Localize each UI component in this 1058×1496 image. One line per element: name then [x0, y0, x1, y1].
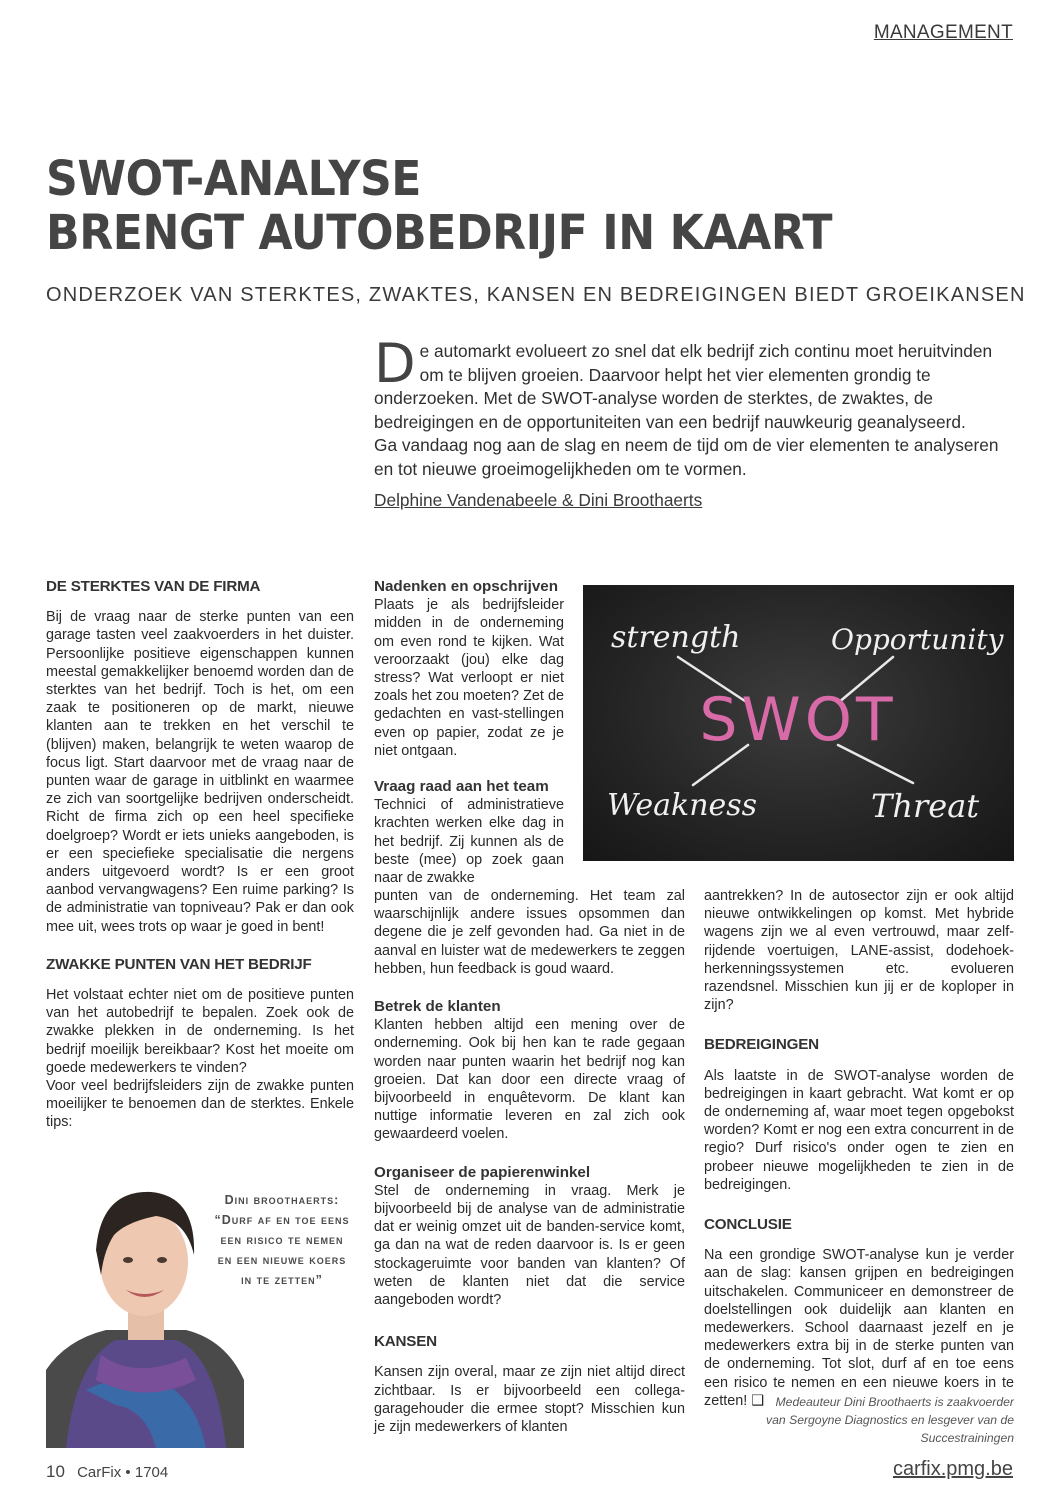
- paragraph-team-b: punten van de onderneming. Het team zal waarschijnlijk andere issues opsommen dan degene die je zelf gevonden had. Ga niet in de aanval en luister wat de medewerkers te zeggen hebben, hun feedback is goud waard.: [374, 888, 685, 977]
- intro-text: e automarkt evolueert zo snel dat elk bedrijf zich continu moet heruitvinden om te blijven groeien. Daarvoor helpt het vier elementen grondig te onderzoeken. Met de SWOT-analyse worden de sterktes, de zwaktes, de bedreigingen en de opportuniteiten van een bedrijf nauwkeurig geanalyseerd.: [374, 341, 993, 432]
- drop-cap: D: [374, 332, 416, 395]
- swot-center-label: SWOT: [699, 685, 897, 755]
- section-label: MANAGEMENT: [873, 22, 1013, 43]
- swot-threat-label: Threat: [871, 787, 980, 825]
- paragraph-team-a: Technici of administratieve krachten werken elke dag in het bedrijf. Zij kunnen als de beste (mee) op zoek gaan naar de zwakke: [374, 797, 564, 887]
- footer-url-link[interactable]: carfix.pmg.be: [892, 1458, 1013, 1480]
- page-number: 10: [46, 1462, 65, 1481]
- paragraph-opportunities: Kansen zijn overal, maar ze zijn niet altijd direct zichtbaar. Is er bijvoorbeeld een collega-garagehouder die ermee stopt? Misschien kun je zijn medewerkers of klanten: [374, 1364, 685, 1436]
- heading-conclusion: CONCLUSIE: [704, 1216, 792, 1234]
- end-mark-icon: ❑: [751, 1392, 765, 1409]
- heading-reflect: Nadenken en opschrijven: [374, 578, 558, 595]
- swot-opportunity-label: Opportunity: [831, 623, 1004, 656]
- pull-quote: Dini broothaerts: “Durf af en toe eens een risico te nemen en een nieuwe koers in te zetten”: [214, 1193, 350, 1287]
- swot-weakness-label: Weakness: [607, 788, 758, 823]
- paragraph-conclusion: Na een grondige SWOT-analyse kun je verder aan de slag: kansen grijpen en bedreigingen uitschakelen. Communiceer en demonstreer de doelstellingen ook duidelijk aan klanten en medewerkers. School daarnaast jezelf en je medewerkers extra bij in de sterke punten van de onderneming. Tot slot, durf af en toe eens een risico te nemen en een nieuwe koers in te zetten! ❑: [704, 1247, 1014, 1409]
- paragraph-threats: Als laatste in de SWOT-analyse worden de bedreigingen in kaart gebracht. Wat komt er op de onderneming af, waar moet tegen opgebokst worden? Komt er nog een extra concurrent in de regio? Durf risico's onder ogen te zien en probeer nieuwe mogelijkheden te zien in de bedreigingen.: [704, 1067, 1014, 1193]
- author-byline: Delphine Vandenabeele & Dini Broothaerts: [374, 490, 703, 510]
- article-subtitle: ONDERZOEK VAN STERKTES, ZWAKTES, KANSEN EN BEDREIGINGEN BIEDT GROEIKANSEN: [46, 284, 1026, 306]
- column-2-upper: [374, 578, 564, 887]
- column-3: [704, 887, 1014, 1410]
- heading-paperwork: Organiseer de papierenwinkel: [374, 1163, 591, 1181]
- article-title: [46, 152, 832, 260]
- title-line-2: BRENGT AUTOBEDRIJF IN KAART: [46, 205, 833, 261]
- column-1: [46, 578, 354, 1132]
- paragraph-strengths: Bij de vraag naar de sterke punten van een garage tasten veel zaakvoerders in het duister. Persoonlijke positieve eigenschappen kunnen meestal gemakkelijker benoemd worden dan de sterktes van het bedrijf. Toch is het, om een zaak te positioneren op de markt, nieuwe klanten aan te trekken en het verschil te (blijven) maken, belangrijk te weten waarop de focus ligt. Start daarvoor met de vraag naar de punten waar de garage in uitblinkt en waarmee ze zich van soortgelijke bedrijven onderscheidt. Richt de firma zich op een heel specifieke doelgroep? Wordt er iets unieks aangeboden, is er een speciefieke specialisatie die nergens anders uitgevoerd wordt? Is er een groot aanbod vervangwagens? Een ruime parking? Is de administratie van topniveau? Pak er dan ook mee uit, wees trots op waar je goed in bent!: [46, 609, 354, 935]
- paragraph-weaknesses-1: Het volstaat echter niet om de positieve punten van het autobedrijf te bepalen. Zoek ook de zwakke plekken in de onderneming. Is het bedrijf moeilijk bereikbaar? Kost het moeite om goede medewerkers te vinden?: [46, 987, 354, 1076]
- column-2-lower: [374, 887, 685, 1436]
- paragraph-paperwork: Stel de onderneming in vraag. Merk je bijvoorbeeld bij de analyse van de administratie dat er weinig omzet uit de banden-service komt, ga dan na wat de reden daarvoor is. Is er geen stockageruimte voor banden van klanten? Of weten de klanten niet dat die service aangeboden wordt?: [374, 1182, 685, 1309]
- heading-weaknesses: ZWAKKE PUNTEN VAN HET BEDRIJF: [46, 955, 312, 973]
- magazine-issue: CarFix • 1704: [77, 1464, 169, 1481]
- heading-team: Vraag raad aan het team: [374, 778, 549, 796]
- footer-left: [46, 1462, 168, 1482]
- paragraph-weaknesses-2: Voor veel bedrijfsleiders zijn de zwakke punten moeilijker te benoemen dan de sterktes. Enkele tips:: [46, 1078, 354, 1131]
- intro-paragraph: [374, 332, 1014, 481]
- heading-opportunities: KANSEN: [374, 1333, 437, 1351]
- paragraph-opportunities-cont: aantrekken? In de autosector zijn er ook altijd nieuwe ontwikkelingen op komst. Met hybride wagens zijn we al even vertrouwd, maar zelf-rijdende voertuigen, LANE-assist, dodehoek-herkenningssystemen etc. evolueren razendsnel. Misschien kun jij er de koploper in zijn?: [704, 888, 1014, 1014]
- intro-text-2: Ga vandaag nog aan de slag en neem de tijd om de vier elementen te analyseren en tot nieuwe groeimogelijkheden om te vormen.: [374, 435, 999, 479]
- paragraph-reflect: Plaats je als bedrijfsleider midden in de onderneming om even rond te kijken. Wat veroorzaakt (jou) elke dag stress? Wat verloopt er niet zoals het zou moeten? Zet de gedachten en vast-stellingen even op papier, zodat ze je niet ontgaan.: [374, 597, 564, 759]
- paragraph-customers: Klanten hebben altijd een mening over de onderneming. Ook bij hen kan te rade gegaan worden naar punten waarin het bedrijf nog kan groeien. Dat kan door een directe vraag of bijvoorbeeld in enquêtevorm. De klant kan nuttige informatie leveren en zal zich ook gewaardeerd voelen.: [374, 1017, 685, 1143]
- author-footnote: Medeauteur Dini Broothaerts is zaakvoerder van Sergoyne Diagnostics en lesgever van de Succestrainingen: [766, 1395, 1014, 1445]
- heading-customers: Betrek de klanten: [374, 998, 501, 1016]
- swot-chalkboard-image: [583, 585, 1014, 861]
- swot-strength-label: strength: [611, 620, 741, 655]
- title-line-1: SWOT-ANALYSE: [46, 151, 422, 207]
- heading-threats: BEDREIGINGEN: [704, 1036, 819, 1054]
- swot-diagram: [583, 585, 1014, 861]
- heading-strengths: DE STERKTES VAN DE FIRMA: [46, 578, 261, 595]
